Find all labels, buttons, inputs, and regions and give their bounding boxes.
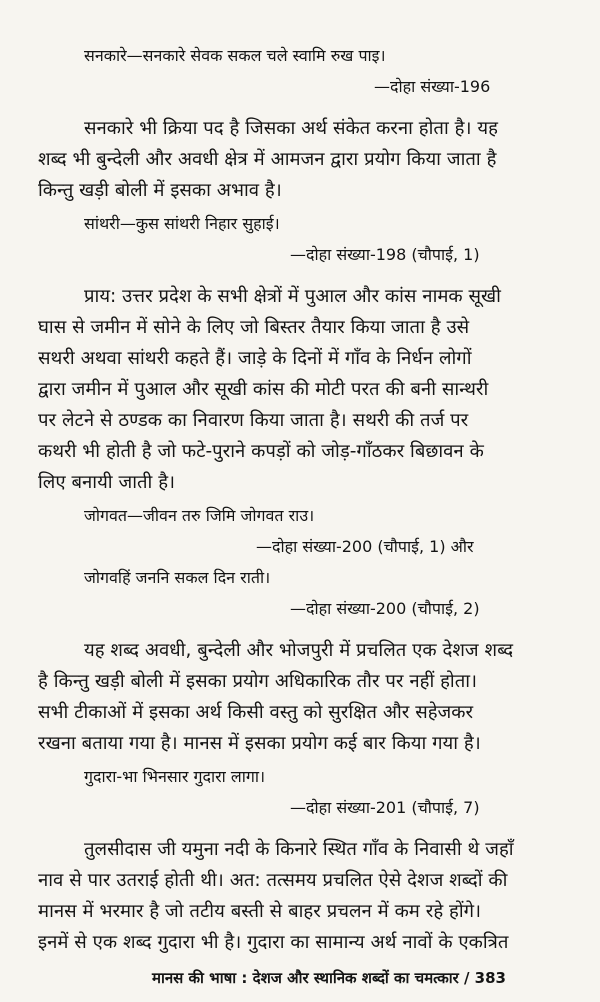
page-footer: मानस की भाषा : देशज और स्थानिक शब्दों का चमत्कार / 383 <box>152 969 506 987</box>
verse-reference: —दोहा संख्या-201 (चौपाई, 7) <box>290 798 480 817</box>
paragraph-line: रखना बताया गया है। मानस में इसका प्रयोग कई बार किया गया है। <box>38 733 481 754</box>
paragraph-line: प्राय: उत्तर प्रदेश के सभी क्षेत्रों में पुआल और कांस नामक सूखी <box>84 286 501 307</box>
verse-reference: —दोहा संख्या-198 (चौपाई, 1) <box>290 245 480 264</box>
paragraph-line: नाव से पार उतराई होती थी। अत: तत्समय प्रचलित ऐसे देशज शब्दों की <box>38 870 508 891</box>
paragraph-line: किन्तु खड़ी बोली में इसका अभाव है। <box>38 180 282 201</box>
paragraph-line: घास से जमीन में सोने के लिए जो बिस्तर तैयार किया जाता है उसे <box>38 317 470 338</box>
verse-line: जोगवहिं जननि सकल दिन राती। <box>84 568 271 587</box>
verse-line: गुदारा-भा भिनसार गुदारा लागा। <box>84 767 266 786</box>
paragraph-line: तुलसीदास जी यमुना नदी के किनारे स्थित गाँव के निवासी थे जहाँ <box>84 839 514 860</box>
paragraph-line: सथरी अथवा सांथरी कहते हैं। जाड़े के दिनों में गाँव के निर्धन लोगों <box>38 348 472 369</box>
paragraph-line: सभी टीकाओं में इसका अर्थ किसी वस्तु को सुरक्षित और सहेजकर <box>38 702 474 723</box>
verse-line: जोगवत—जीवन तरु जिमि जोगवत राउ। <box>84 506 315 525</box>
paragraph-line: शब्द भी बुन्देली और अवधी क्षेत्र में आमजन द्वारा प्रयोग किया जाता है <box>38 149 497 170</box>
verse-reference: —दोहा संख्या-200 (चौपाई, 1) और <box>256 537 474 556</box>
paragraph-line: द्वारा जमीन में पुआल और सूखी कांस की मोटी परत की बनी सान्थरी <box>38 379 489 400</box>
verse-line: सांथरी—कुस सांथरी निहार सुहाई। <box>84 214 280 233</box>
paragraph-line: सनकारे भी क्रिया पद है जिसका अर्थ संकेत करना होता है। यह <box>84 118 498 139</box>
verse-line: सनकारे—सनकारे सेवक सकल चले स्वामि रुख पाइ। <box>84 46 386 65</box>
verse-reference: —दोहा संख्या-200 (चौपाई, 2) <box>290 599 480 618</box>
verse-reference: —दोहा संख्या-196 <box>374 77 491 96</box>
paragraph-line: इनमें से एक शब्द गुदारा भी है। गुदारा का सामान्य अर्थ नावों के एकत्रित <box>38 932 509 953</box>
paragraph-line: पर लेटने से ठण्डक का निवारण किया जाता है। सथरी की तर्ज पर <box>38 410 469 431</box>
paragraph-line: लिए बनायी जाती है। <box>38 472 176 493</box>
paragraph-line: कथरी भी होती है जो फटे-पुराने कपड़ों को जोड़-गाँठकर बिछावन के <box>38 441 484 462</box>
paragraph-line: है किन्तु खड़ी बोली में इसका प्रयोग अधिकारिक तौर पर नहीं होता। <box>38 671 478 692</box>
paragraph-line: यह शब्द अवधी, बुन्देली और भोजपुरी में प्रचलित एक देशज शब्द <box>84 640 514 661</box>
paragraph-line: मानस में भरमार है जो तटीय बस्ती से बाहर प्रचलन में कम रहे होंगे। <box>38 901 482 922</box>
